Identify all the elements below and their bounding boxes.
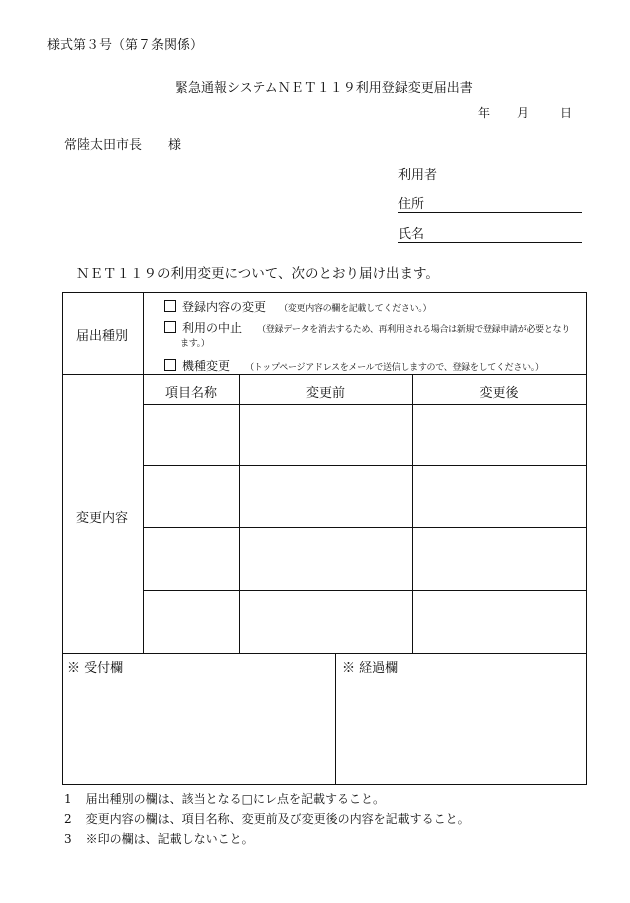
- note-3-number: 3: [64, 832, 72, 846]
- name-label: 氏名: [398, 227, 425, 242]
- cell-before-1[interactable]: [240, 405, 412, 465]
- rule-type-bottom: [62, 374, 587, 375]
- option-change-label: 登録内容の変更: [182, 300, 267, 314]
- cell-after-1[interactable]: [413, 405, 586, 465]
- note-2-number: 2: [64, 812, 72, 826]
- option-device-checkbox[interactable]: [164, 359, 176, 371]
- note-1-text: 届出種別の欄は、該当となる□にレ点を記載すること。: [85, 792, 385, 806]
- table-border-bottom: [62, 784, 587, 785]
- progress-label: ※ 経過欄: [342, 661, 399, 676]
- cell-after-2[interactable]: [413, 466, 586, 527]
- name-field[interactable]: [398, 223, 582, 243]
- table-border-right: [586, 292, 587, 784]
- date-day[interactable]: 日: [560, 106, 573, 120]
- cell-before-4[interactable]: [240, 591, 412, 653]
- col-before: 変更前: [305, 386, 345, 401]
- rule-change-bottom: [62, 653, 587, 654]
- option-cancel-label: 利用の中止: [182, 321, 243, 335]
- form-number: 様式第３号（第７条関係）: [47, 38, 204, 53]
- cell-after-3[interactable]: [413, 528, 586, 590]
- note-2-text: 変更内容の欄は、項目名称、変更前及び変更後の内容を記載すること。: [85, 812, 470, 826]
- option-cancel-note-cont: ます。）: [180, 339, 210, 349]
- cell-before-2[interactable]: [240, 466, 412, 527]
- reception-label: ※ 受付欄: [67, 661, 124, 676]
- option-change-registration[interactable]: [164, 296, 431, 315]
- address-field[interactable]: [398, 193, 582, 213]
- cell-item-3[interactable]: [144, 528, 239, 590]
- address-label: 住所: [398, 197, 425, 212]
- cell-item-2[interactable]: [144, 466, 239, 527]
- note-2: [64, 810, 470, 827]
- cell-before-3[interactable]: [240, 528, 412, 590]
- cell-after-4[interactable]: [413, 591, 586, 653]
- type-label: 届出種別: [76, 329, 129, 344]
- intro-text: ＮＥＴ１１９の利用変更について、次のとおり届け出ます。: [76, 266, 439, 282]
- note-1-number: 1: [64, 792, 72, 806]
- note-3-text: ※印の欄は、記載しないこと。: [85, 832, 254, 846]
- change-label: 変更内容: [76, 511, 129, 526]
- option-cancel-note: （登録データを消去するため、再利用される場合は新規で登録申請が必要となり: [257, 325, 570, 335]
- option-change-note: （変更内容の欄を記載してください。）: [279, 304, 432, 314]
- option-device-label: 機種変更: [182, 359, 231, 373]
- note-3: [64, 830, 254, 847]
- option-device-note: （トップページアドレスをメールで送信しますので、登録をしてください。）: [245, 363, 544, 373]
- option-device-change[interactable]: [164, 355, 544, 374]
- col-item-name: 項目名称: [164, 386, 217, 401]
- applicant-heading: 利用者: [398, 168, 438, 183]
- option-cancel-use[interactable]: [164, 317, 570, 336]
- table-border-left: [62, 292, 63, 784]
- note-1: [64, 790, 385, 807]
- form-title: 緊急通報システムＮＥＴ１１９利用登録変更届出書: [175, 81, 473, 96]
- date-year[interactable]: 年: [478, 106, 491, 120]
- cell-item-1[interactable]: [144, 405, 239, 465]
- table-border-top: [62, 292, 587, 293]
- option-change-checkbox[interactable]: [164, 300, 176, 312]
- addressee: 常陸太田市長 様: [64, 138, 182, 153]
- rule-office-split: [335, 653, 336, 784]
- col-after: 変更後: [479, 386, 519, 401]
- cell-item-4[interactable]: [144, 591, 239, 653]
- option-cancel-checkbox[interactable]: [164, 321, 176, 333]
- date-month[interactable]: 月: [517, 106, 530, 120]
